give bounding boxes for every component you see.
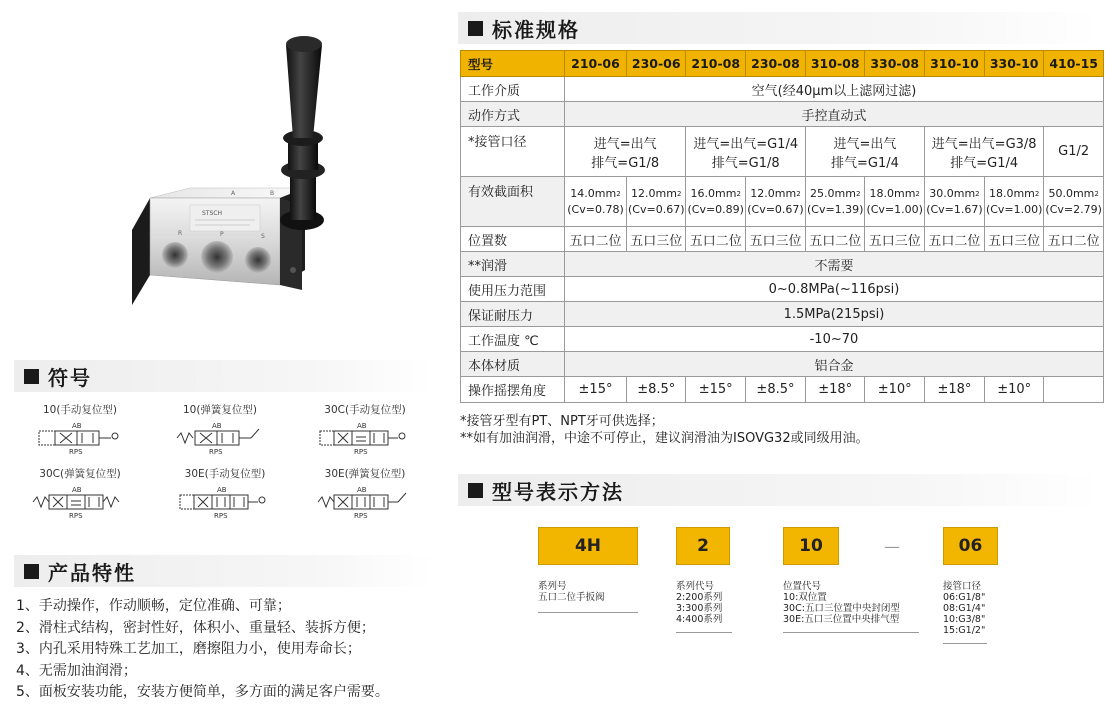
table-row-temp — [461, 327, 1104, 352]
model-cell: 210-06 — [565, 51, 627, 77]
area-cell: $30.0mm^2$ (Cv=1.67) — [924, 177, 984, 227]
area-cell: $50.0mm^2$ (Cv=2.79) — [1044, 177, 1103, 227]
svg-text:RPS: RPS — [69, 448, 83, 456]
symbol-10-manual — [15, 402, 145, 456]
table-row-material — [461, 352, 1104, 377]
position-cell: 五口三位 — [627, 227, 686, 252]
section-header-model — [458, 474, 1100, 506]
svg-text:R: R — [178, 230, 183, 237]
code-desc-series: 系列号 五口二位手扳阀 — [538, 581, 605, 603]
angle-cell: ±18° — [924, 377, 984, 403]
area-cell: $12.0mm^2$ (Cv=0.67) — [627, 177, 686, 227]
svg-text:AB: AB — [357, 422, 367, 430]
row-label: 型号 — [461, 51, 565, 77]
table-row-area — [461, 177, 1104, 227]
divider — [943, 643, 987, 644]
symbol-30e-manual — [160, 466, 290, 520]
value-cell: G1/2 — [1044, 127, 1103, 177]
angle-cell: ±10° — [865, 377, 924, 403]
row-label: 位置数 — [461, 227, 565, 252]
symbol-30c-spring — [15, 466, 145, 520]
code-box-series-code: 2 — [676, 527, 730, 565]
row-label: 保证耐压力 — [461, 302, 565, 327]
svg-text:RPS: RPS — [354, 448, 368, 456]
svg-text:RPS: RPS — [354, 512, 368, 520]
note-item: *接管牙型有PT、NPT牙可供选择； — [460, 414, 664, 429]
model-cell: 230-06 — [627, 51, 686, 77]
angle-cell: ±15° — [686, 377, 745, 403]
value-cell: 0~0.8MPa(~116psi) — [565, 277, 1104, 302]
value-cell: 1.5MPa(215psi) — [565, 302, 1104, 327]
symbol-30c-manual — [300, 402, 430, 456]
angle-cell — [1044, 377, 1103, 403]
valve-symbol-icon — [25, 419, 135, 457]
table-row-angle — [461, 377, 1104, 403]
row-label: 有效截面积 — [461, 177, 565, 227]
section-header-features — [14, 555, 434, 587]
feature-item: 3、内孔采用特殊工艺加工，磨擦阻力小，使用寿命长； — [16, 641, 361, 657]
svg-text:AB: AB — [212, 422, 222, 430]
position-cell: 五口二位 — [565, 227, 627, 252]
svg-text:STSCH: STSCH — [202, 210, 222, 217]
model-cell: 410-15 — [1044, 51, 1103, 77]
table-row-lube — [461, 252, 1104, 277]
value-cell: 进气=出气=G3/8 排气=G1/4 — [924, 127, 1043, 177]
code-desc-port: 接管口径 06:G1/8" 08:G1/4" 10:G3/8" 15:G1/2" — [943, 581, 986, 636]
note-item: **如有加油润滑，中途不可停止，建议润滑油为ISOVG32或同级用油。 — [460, 431, 869, 446]
symbol-caption: 10(手动复位型) — [42, 404, 118, 416]
position-cell: 五口二位 — [805, 227, 864, 252]
svg-text:AB: AB — [72, 486, 82, 494]
symbol-caption: 30E(手动复位型) — [184, 468, 266, 480]
table-row-port — [461, 127, 1104, 177]
angle-cell: ±15° — [565, 377, 627, 403]
section-title: 标准规格 — [492, 17, 580, 42]
svg-text:B: B — [270, 190, 275, 197]
value-cell: 进气=出气 排气=G1/4 — [805, 127, 924, 177]
square-bullet-icon — [468, 21, 483, 36]
value-cell: 铝合金 — [565, 352, 1104, 377]
valve-symbol-icon — [170, 483, 280, 521]
valve-symbol-icon — [310, 419, 420, 457]
value-cell: -10~70 — [565, 327, 1104, 352]
row-label: 使用压力范围 — [461, 277, 565, 302]
feature-item: 1、手动操作，作动顺畅，定位准确、可靠； — [16, 598, 291, 614]
code-dash: — — [884, 537, 900, 556]
section-title: 产品特性 — [48, 560, 136, 585]
section-title: 型号表示方法 — [492, 479, 624, 504]
value-cell: 空气(经40μm以上滤网过滤) — [565, 77, 1104, 102]
position-cell: 五口二位 — [686, 227, 745, 252]
table-row-proof — [461, 302, 1104, 327]
angle-cell: ±8.5° — [745, 377, 805, 403]
code-desc-position: 位置代号 10:双位置 30C:五口三位置中央封闭型 30E:五口三位置中央排气型 — [783, 581, 900, 625]
symbol-caption: 10(弹簧复位型) — [182, 404, 258, 416]
features-list — [16, 596, 436, 704]
svg-text:RPS: RPS — [69, 512, 83, 520]
row-label: 工作介质 — [461, 77, 565, 102]
feature-item: 5、面板安装功能，安装方便简单，多方面的满足客户需要。 — [16, 684, 389, 700]
angle-cell: ±10° — [984, 377, 1043, 403]
value-cell: 手控直动式 — [565, 102, 1104, 127]
svg-text:S: S — [261, 233, 265, 240]
model-cell: 210-08 — [686, 51, 745, 77]
square-bullet-icon — [24, 369, 39, 384]
svg-text:AB: AB — [357, 486, 367, 494]
symbol-10-spring — [155, 402, 285, 456]
position-cell: 五口三位 — [745, 227, 805, 252]
notes — [460, 413, 869, 447]
product-image — [130, 20, 380, 330]
svg-text:P: P — [220, 231, 224, 238]
valve-symbol-icon — [165, 419, 275, 457]
model-cell: 330-10 — [984, 51, 1043, 77]
symbol-caption: 30C(手动复位型) — [324, 404, 406, 416]
table-row-action — [461, 102, 1104, 127]
model-cell: 310-10 — [924, 51, 984, 77]
model-cell: 310-08 — [805, 51, 864, 77]
table-row-model — [461, 51, 1104, 77]
row-label: 工作温度 ℃ — [461, 327, 565, 352]
model-cell: 230-08 — [745, 51, 805, 77]
value-cell: 不需要 — [565, 252, 1104, 277]
divider — [538, 612, 638, 613]
code-desc-series-code: 系列代号 2:200系列 3:300系列 4:400系列 — [676, 581, 723, 625]
section-header-spec — [458, 12, 1100, 44]
feature-item: 4、无需加油润滑； — [16, 662, 137, 679]
position-cell: 五口三位 — [865, 227, 924, 252]
area-cell: $25.0mm^2$ (Cv=1.39) — [805, 177, 864, 227]
position-cell: 五口二位 — [924, 227, 984, 252]
row-label: **润滑 — [461, 252, 565, 277]
table-row-positions — [461, 227, 1104, 252]
divider — [676, 632, 732, 633]
table-row-medium — [461, 77, 1104, 102]
valve-symbol-icon — [25, 483, 135, 521]
code-box-position: 10 — [783, 527, 839, 565]
square-bullet-icon — [24, 564, 39, 579]
position-cell: 五口二位 — [1044, 227, 1103, 252]
divider — [783, 632, 919, 633]
row-label: *接管口径 — [461, 127, 565, 177]
code-box-series: 4H — [538, 527, 638, 565]
valve-symbol-icon — [310, 483, 420, 521]
value-cell: 进气=出气 排气=G1/8 — [565, 127, 686, 177]
section-title: 符号 — [48, 365, 92, 390]
code-box-port: 06 — [943, 527, 998, 565]
svg-text:A: A — [231, 190, 236, 197]
square-bullet-icon — [468, 483, 483, 498]
model-cell: 330-08 — [865, 51, 924, 77]
table-row-pressure — [461, 277, 1104, 302]
area-cell: $18.0mm^2$ (Cv=1.00) — [865, 177, 924, 227]
svg-text:RPS: RPS — [209, 448, 223, 456]
feature-item: 2、滑柱式结构，密封性好，体积小、重量轻、装拆方便； — [16, 619, 375, 636]
symbol-caption: 30E(弹簧复位型) — [324, 468, 406, 480]
angle-cell: ±8.5° — [627, 377, 686, 403]
value-cell: 进气=出气=G1/4 排气=G1/8 — [686, 127, 805, 177]
symbol-30e-spring — [300, 466, 430, 520]
svg-text:RPS: RPS — [214, 512, 228, 520]
area-cell: $16.0mm^2$ (Cv=0.89) — [686, 177, 745, 227]
row-label: 操作摇摆角度 — [461, 377, 565, 403]
area-cell: $12.0mm^2$ (Cv=0.67) — [745, 177, 805, 227]
section-header-symbols — [14, 360, 434, 392]
angle-cell: ±18° — [805, 377, 864, 403]
position-cell: 五口三位 — [984, 227, 1043, 252]
spec-table — [460, 50, 1104, 403]
area-cell: $14.0mm^2$ (Cv=0.78) — [565, 177, 627, 227]
symbol-caption: 30C(弹簧复位型) — [39, 468, 121, 480]
svg-text:AB: AB — [72, 422, 82, 430]
row-label: 本体材质 — [461, 352, 565, 377]
row-label: 动作方式 — [461, 102, 565, 127]
svg-text:AB: AB — [217, 486, 227, 494]
area-cell: $18.0mm^2$ (Cv=1.00) — [984, 177, 1043, 227]
